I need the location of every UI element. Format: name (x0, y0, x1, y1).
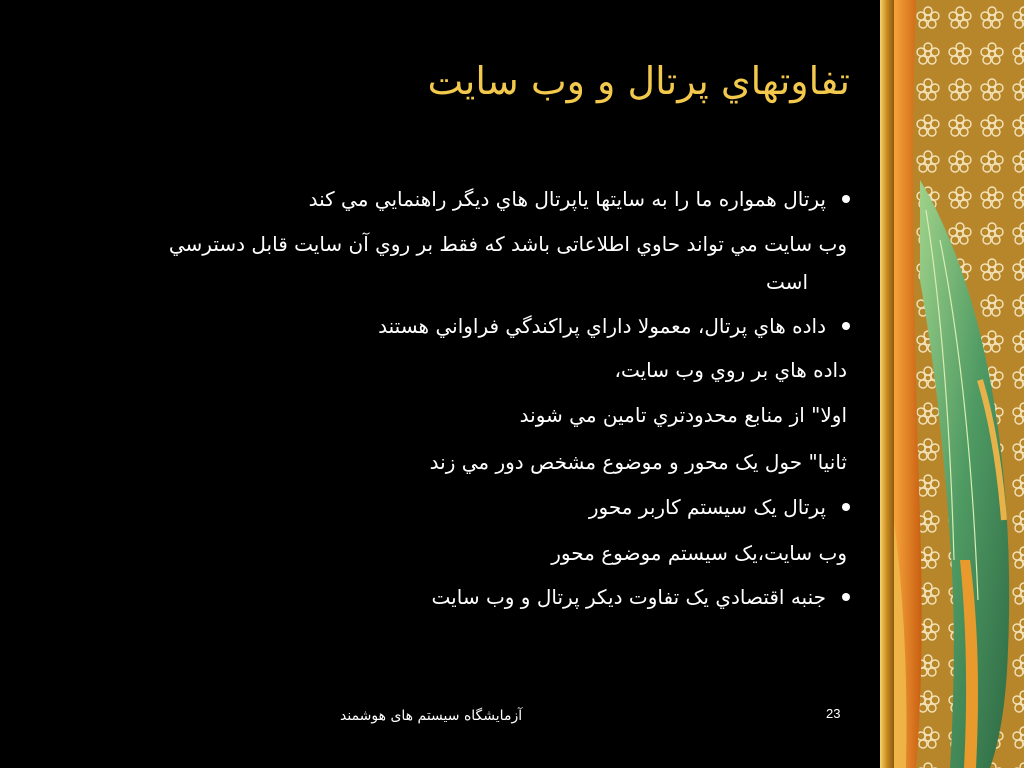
body-line-9: وب سايت،يک سيستم موضوع محور (551, 541, 847, 565)
page-number: 23 (826, 706, 841, 721)
line-text: جنبه اقتصادي يک تفاوت ديكر پرتال و وب سايت (431, 585, 826, 609)
bullet-dot-icon (842, 322, 850, 330)
slide-title: تفاوتهاي پرتال و وب سايت (427, 59, 850, 103)
line-text: پرتال يک سيستم کاربر محور (588, 495, 826, 519)
body-line-7: ثانيا" حول يک محور و موضوع مشخص دور مي زند (429, 450, 847, 474)
bullet-dot-icon (842, 503, 850, 511)
bullet-line-1 (309, 187, 850, 211)
body-line-3: است (766, 270, 808, 294)
bullet-dot-icon (842, 593, 850, 601)
body-line-2: وب سايت مي تواند حاوي اطلاعاتی باشد که فقط بر روي آن سايت قابل دسترسي (168, 232, 847, 256)
bullet-line-4 (378, 314, 850, 338)
body-line-6: اولا" از منابع محدودتري تامين مي شوند (519, 403, 847, 427)
line-text: پرتال همواره ما را به سايتها ياپرتال هاي ديگر راهنمايي مي كند (308, 187, 826, 211)
slide-footer: آزمايشگاه سيستم های هوشمند (340, 708, 523, 724)
bullet-dot-icon (842, 195, 850, 203)
body-line-5: داده هاي بر روي وب سايت، (614, 358, 847, 382)
bullet-line-10 (432, 585, 850, 609)
line-text: داده هاي پرتال، معمولا داراي پراکندگي فراواني هستند (378, 314, 826, 338)
bullet-line-8 (589, 495, 850, 519)
floral-fabric-border-icon (880, 0, 1024, 768)
